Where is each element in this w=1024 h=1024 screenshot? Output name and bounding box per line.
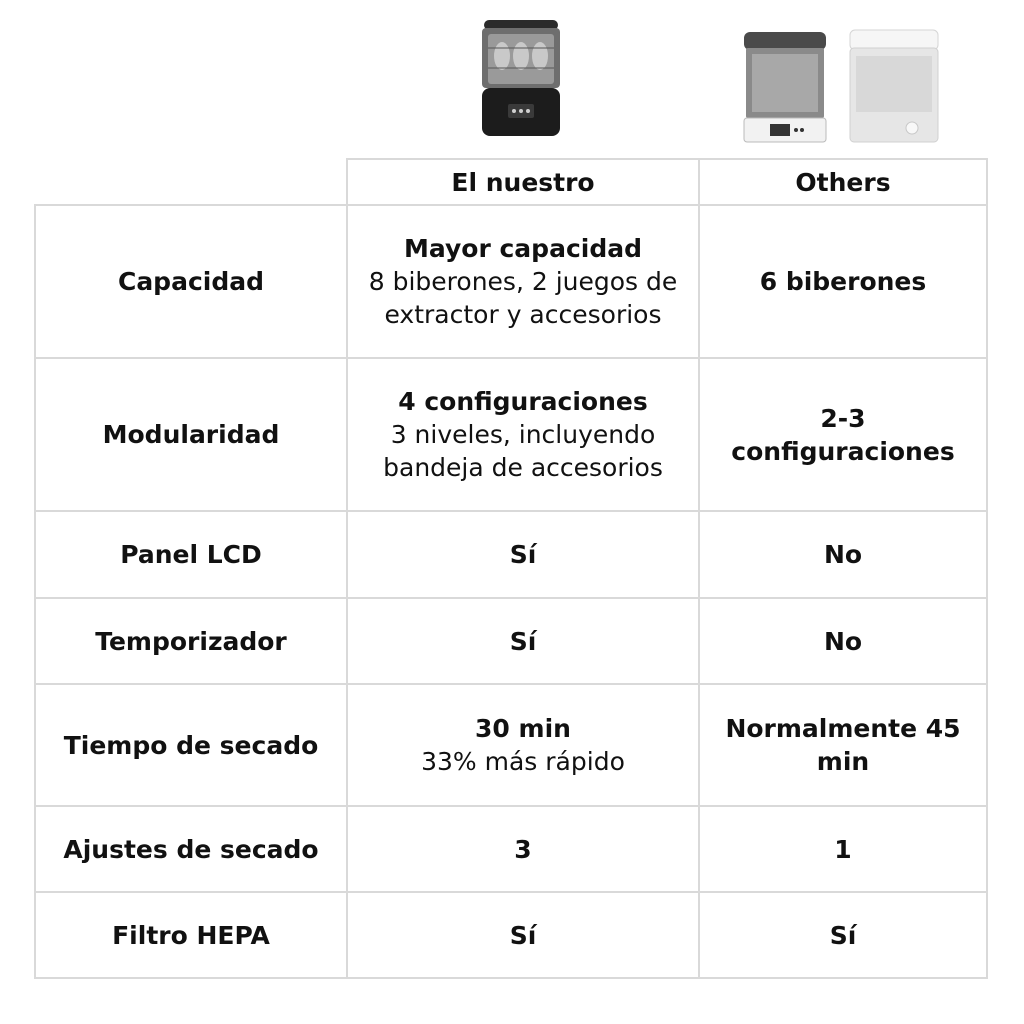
feature-label: Ajustes de secado [35,806,347,892]
table-row [35,806,987,892]
feature-label: Panel LCD [35,511,347,598]
others-value: Sí [699,892,987,978]
ours-value-title: 4 configuraciones [398,387,648,416]
ours-value-cell [347,358,699,511]
feature-label: Capacidad [35,205,347,358]
column-header-ours: El nuestro [347,159,699,205]
empty-header-cell [35,159,347,205]
ours-value: Sí [347,892,699,978]
table-row [35,684,987,806]
table-row [35,358,987,511]
others-value: No [699,598,987,684]
feature-label: Modularidad [35,358,347,511]
ours-value-title: Mayor capacidad [404,234,642,263]
others-value: Normalmente 45 min [699,684,987,806]
ours-value-cell [347,684,699,806]
other-sterilizer-white-image [846,28,942,146]
other-sterilizer-grey-image [742,28,828,146]
others-value: 2-3 configuraciones [699,358,987,511]
ours-value: Sí [347,598,699,684]
others-value: 1 [699,806,987,892]
ours-value-detail: 33% más rápido [421,747,625,776]
table-row [35,205,987,358]
table-row [35,511,987,598]
ours-value-detail: 3 niveles, incluyendo bandeja de accesorios [383,420,663,482]
table-row [35,892,987,978]
feature-label: Filtro HEPA [35,892,347,978]
ours-value: 3 [347,806,699,892]
ours-value-detail: 8 biberones, 2 juegos de extractor y accesorios [368,267,678,329]
others-value: 6 biberones [699,205,987,358]
ours-value-title: 30 min [475,714,571,743]
header-row [35,159,987,205]
column-header-others: Others [699,159,987,205]
feature-label: Temporizador [35,598,347,684]
our-sterilizer-image [478,18,564,140]
ours-value-cell [347,205,699,358]
feature-label: Tiempo de secado [35,684,347,806]
ours-value: Sí [347,511,699,598]
comparison-table [34,158,988,979]
others-value: No [699,511,987,598]
table-row [35,598,987,684]
